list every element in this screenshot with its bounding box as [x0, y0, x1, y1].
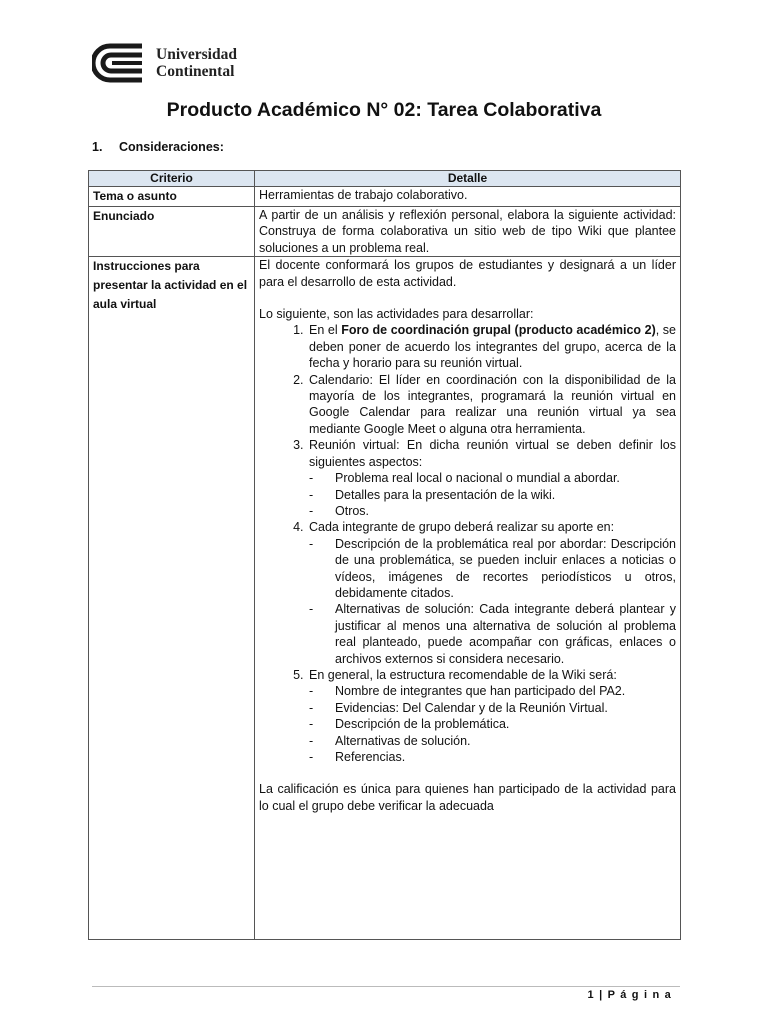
section-heading: [92, 140, 224, 154]
list-item: 2. Calendario: El líder en coordinación con la disponibilidad de la mayoría de los integrantes, programará la reunión virtual en Google Calendar para realizar una reunión virtual ya sea mediante Google Meet o alguna otra herramienta.: [307, 372, 676, 438]
item-text: Reunión virtual: En dicha reunión virtual se deben definir los siguientes aspectos:: [309, 438, 676, 469]
logo-wordmark: [156, 46, 237, 80]
section-number: 1.: [92, 140, 103, 154]
sub-list-item: - Alternativas de solución.: [335, 733, 676, 749]
sub-list-item: - Descripción de la problemática.: [335, 716, 676, 732]
table-header-row: [89, 171, 681, 187]
criterio-cell: Enunciado: [89, 207, 255, 257]
list-item: [307, 667, 676, 765]
detalle-cell: Herramientas de trabajo colaborativo.: [255, 187, 681, 207]
list-item: [307, 519, 676, 667]
sub-list-item: - Problema real local o nacional o mundial a abordar.: [335, 470, 676, 486]
table-row: [89, 187, 681, 207]
header-detalle: Detalle: [255, 171, 681, 187]
sub-list-item: - Nombre de integrantes que han participado del PA2.: [335, 683, 676, 699]
item-text: En el: [309, 323, 342, 338]
intro-paragraph: El docente conformará los grupos de estudiantes y designará a un líder para el desarrollo de esta actividad.: [259, 258, 676, 289]
considerations-table: [88, 170, 681, 940]
list-item: [307, 437, 676, 519]
logo-line1: Universidad: [156, 46, 237, 63]
sub-list-item: - Alternativas de solución: Cada integrante deberá plantear y justificar al menos una alternativa de solución al problema real planteado, puede acompañar con gráficas, enlaces o archivos externos si considera necesario.: [335, 601, 676, 667]
criterio-cell: Instrucciones para presentar la actividad en el aula virtual: [89, 257, 255, 940]
logo-line2: Continental: [156, 63, 235, 80]
sub-list: [309, 536, 676, 667]
sub-list-item: - Detalles para la presentación de la wiki.: [335, 487, 676, 503]
lead-paragraph: Lo siguiente, son las actividades para desarrollar:: [259, 307, 534, 322]
item-text: En general, la estructura recomendable de la Wiki será:: [309, 667, 617, 682]
footer-divider: [92, 986, 680, 987]
section-label: Consideraciones:: [119, 140, 224, 154]
header-criterio: Criterio: [89, 171, 255, 187]
sub-list-item: - Otros.: [335, 503, 676, 519]
sub-list: [309, 470, 676, 519]
table-row: [89, 257, 681, 940]
activities-list: [259, 322, 676, 765]
table-row: [89, 207, 681, 257]
sub-list: [309, 683, 676, 765]
page-title: Producto Académico N° 02: Tarea Colaborativa: [166, 99, 602, 121]
university-logo: [92, 42, 237, 84]
continental-logo-icon: [92, 42, 148, 84]
sub-list-item: - Referencias.: [335, 749, 676, 765]
page-number: 1 | P á g i n a: [587, 989, 672, 1001]
sub-list-item: - Descripción de la problemática real por abordar: Descripción de una problemática, se pueden incluir enlaces a noticias o vídeos, imágenes de recortes periodísticos u otros, debidamente citados.: [335, 536, 676, 602]
item-text: , se deben poner de acuerdo los integrantes del grupo, acerca de la fecha y horario para su reunión virtual.: [309, 323, 677, 371]
list-item: [307, 322, 676, 371]
detalle-cell: A partir de un análisis y reflexión personal, elabora la siguiente actividad: Construya de forma colaborativa un sitio web de tipo Wiki que plantee soluciones a un problema real.: [255, 207, 681, 257]
instructions-cell: [255, 257, 681, 940]
sub-list-item: - Evidencias: Del Calendar y de la Reunión Virtual.: [335, 700, 676, 716]
closing-paragraph: La calificación es única para quienes han participado de la actividad para lo cual el grupo debe verificar la adecuada: [259, 782, 676, 813]
item-text: Cada integrante de grupo deberá realizar su aporte en:: [309, 520, 615, 535]
forum-name: Foro de coordinación grupal (producto académico 2): [341, 323, 656, 338]
criterio-cell: Tema o asunto: [89, 187, 255, 207]
